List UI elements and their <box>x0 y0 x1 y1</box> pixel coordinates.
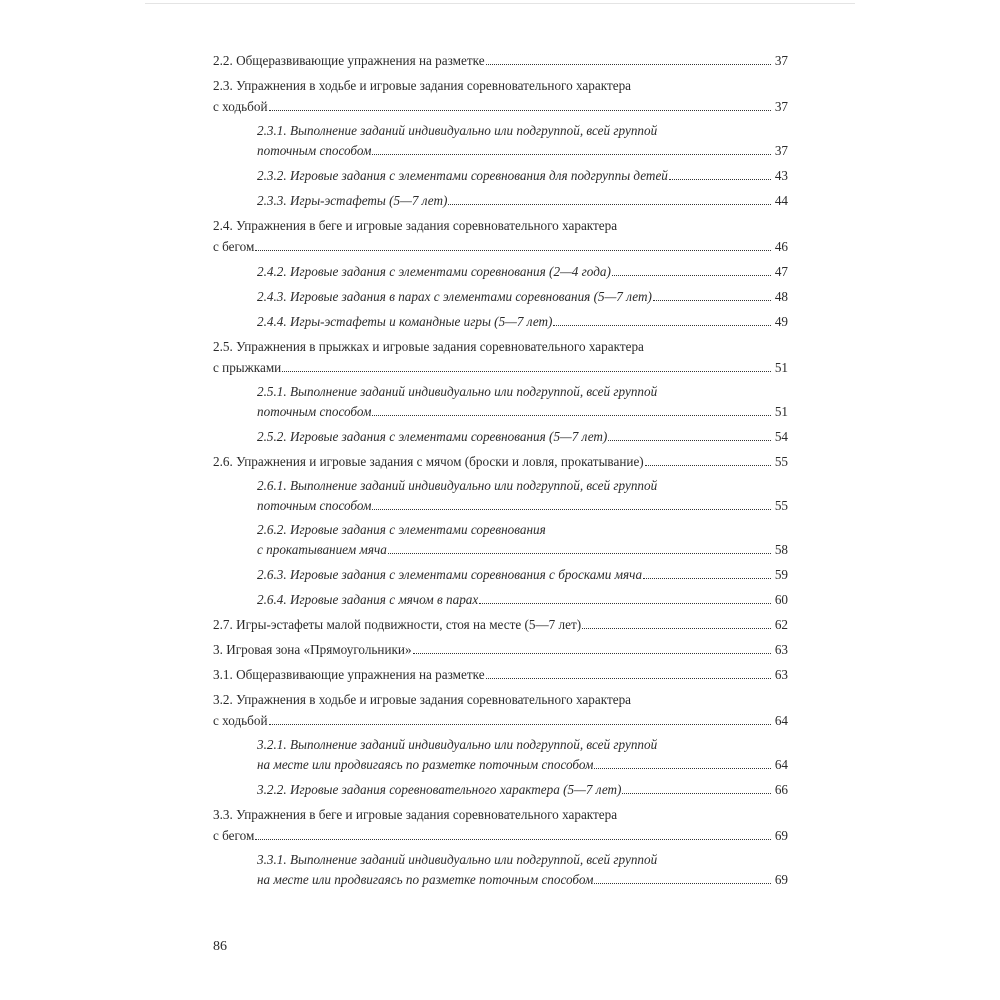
toc-entry-title: с бегом <box>213 239 255 254</box>
toc-page-number: 51 <box>774 404 788 419</box>
toc-entry-last-line <box>213 664 788 685</box>
toc-entry-line <box>213 215 788 236</box>
toc-entry-last-line <box>257 165 788 186</box>
toc-entry-title: с прыжками <box>213 360 282 375</box>
toc-page-number: 44 <box>774 193 788 208</box>
toc-entry-title: 2.6.3. Игровые задания с элементами соревнования с бросками мяча <box>257 567 643 582</box>
toc-leader-dots <box>653 299 771 301</box>
toc-section-entry[interactable] <box>213 336 788 378</box>
toc-page-number: 37 <box>774 99 788 114</box>
toc-entry-title: 2.5.2. Игровые задания с элементами соревнования (5—7 лет) <box>257 429 608 444</box>
toc-entry-title: поточным способом <box>257 143 372 158</box>
toc-leader-dots <box>669 178 771 180</box>
toc-subsection-entry[interactable] <box>213 589 788 610</box>
toc-entry-last-line <box>257 589 788 610</box>
toc-page-number: 69 <box>774 828 788 843</box>
toc-leader-dots <box>269 109 771 111</box>
toc-entry-title: 3. Игровая зона «Прямоугольники» <box>213 642 412 657</box>
toc-leader-dots <box>372 153 771 155</box>
toc-leader-dots <box>282 370 771 372</box>
toc-leader-dots <box>388 552 771 554</box>
toc-entry-last-line <box>213 50 788 71</box>
toc-page-number: 69 <box>774 872 788 887</box>
toc-entry-title: 3.2.1. Выполнение заданий индивидуально или подгруппой, всей группой <box>257 737 658 752</box>
toc-page-number: 54 <box>774 429 788 444</box>
toc-entry-title: с прокатыванием мяча <box>257 542 387 557</box>
toc-page-number: 49 <box>774 314 788 329</box>
toc-entry-last-line <box>257 426 788 447</box>
toc-entry-title: на месте или продвигаясь по разметке поточным способом <box>257 872 594 887</box>
toc-entry-title: 2.6.4. Игровые задания с мячом в парах <box>257 592 479 607</box>
toc-entry-last-line <box>213 614 788 635</box>
toc-entry-last-line <box>257 190 788 211</box>
toc-page-number: 62 <box>774 617 788 632</box>
toc-page-number: 64 <box>774 757 788 772</box>
toc-page-number: 59 <box>774 567 788 582</box>
toc-page-number: 46 <box>774 239 788 254</box>
toc-entry-last-line <box>213 236 788 257</box>
toc-entry-title: 2.6.2. Игровые задания с элементами соревнования <box>257 522 546 537</box>
toc-entry-line <box>213 75 788 96</box>
toc-entry-title: 3.3.1. Выполнение заданий индивидуально или подгруппой, всей группой <box>257 852 658 867</box>
toc-subsection-entry[interactable] <box>213 261 788 282</box>
toc-page-number: 55 <box>774 454 788 469</box>
toc-entry-title: 3.1. Общеразвивающие упражнения на разметке <box>213 667 485 682</box>
toc-section-entry[interactable] <box>213 215 788 257</box>
toc-leader-dots <box>594 882 771 884</box>
toc-entry-line <box>257 520 788 540</box>
toc-subsection-entry[interactable] <box>213 121 788 161</box>
toc-subsection-entry[interactable] <box>213 311 788 332</box>
toc-entry-title: 3.3. Упражнения в беге и игровые задания соревновательного характера <box>213 807 618 822</box>
toc-page-number: 63 <box>774 642 788 657</box>
toc-page-number: 47 <box>774 264 788 279</box>
toc-entry-last-line <box>257 755 788 775</box>
toc-entry-title: 2.3.3. Игры-эстафеты (5—7 лет) <box>257 193 448 208</box>
toc-section-entry[interactable] <box>213 451 788 472</box>
toc-entry-title: 2.4. Упражнения в беге и игровые задания соревновательного характера <box>213 218 618 233</box>
toc-page-number: 63 <box>774 667 788 682</box>
toc-leader-dots <box>269 723 771 725</box>
toc-leader-dots <box>582 627 771 629</box>
toc-leader-dots <box>553 324 771 326</box>
toc-subsection-entry[interactable] <box>213 564 788 585</box>
toc-entry-title: 2.4.3. Игровые задания в парах с элементами соревнования (5—7 лет) <box>257 289 652 304</box>
toc-entry-last-line <box>213 825 788 846</box>
toc-entry-last-line <box>213 357 788 378</box>
toc-entry-title: на месте или продвигаясь по разметке поточным способом <box>257 757 594 772</box>
toc-page-number: 60 <box>774 592 788 607</box>
toc-entry-last-line <box>257 261 788 282</box>
toc-leader-dots <box>612 274 771 276</box>
toc-page-number: 66 <box>774 782 788 797</box>
toc-entry-line <box>257 850 788 870</box>
toc-page-number: 55 <box>774 498 788 513</box>
toc-subsection-entry[interactable] <box>213 286 788 307</box>
toc-entry-last-line <box>257 496 788 516</box>
toc-subsection-entry[interactable] <box>213 735 788 775</box>
toc-entry-title: 3.2. Упражнения в ходьбе и игровые задания соревновательного характера <box>213 692 632 707</box>
toc-entry-title: 2.7. Игры-эстафеты малой подвижности, стоя на месте (5—7 лет) <box>213 617 582 632</box>
toc-entry-last-line <box>213 451 788 472</box>
toc-entry-line <box>213 689 788 710</box>
page-number: 86 <box>213 939 227 954</box>
toc-subsection-entry[interactable] <box>213 850 788 890</box>
toc-leader-dots <box>608 439 771 441</box>
toc-section-entry[interactable] <box>213 75 788 117</box>
toc-entry-title: 2.3.2. Игровые задания с элементами соревнования для подгруппы детей <box>257 168 668 183</box>
toc-entry-last-line <box>257 540 788 560</box>
toc-entry-title: 2.6.1. Выполнение заданий индивидуально или подгруппой, всей группой <box>257 478 658 493</box>
toc-entry-last-line <box>257 141 788 161</box>
table-of-contents <box>213 50 788 894</box>
toc-entry-last-line <box>257 870 788 890</box>
toc-leader-dots <box>486 63 771 65</box>
toc-subsection-entry[interactable] <box>213 426 788 447</box>
toc-entry-title: с ходьбой <box>213 99 268 114</box>
toc-leader-dots <box>645 464 771 466</box>
toc-leader-dots <box>255 249 771 251</box>
toc-section-entry[interactable] <box>213 639 788 660</box>
toc-entry-last-line <box>257 402 788 422</box>
toc-section-entry[interactable] <box>213 664 788 685</box>
toc-subsection-entry[interactable] <box>213 520 788 560</box>
toc-section-entry[interactable] <box>213 614 788 635</box>
toc-leader-dots <box>479 602 771 604</box>
toc-section-entry[interactable] <box>213 689 788 731</box>
toc-page-number: 64 <box>774 713 788 728</box>
toc-section-entry[interactable] <box>213 804 788 846</box>
toc-entry-title: 2.3. Упражнения в ходьбе и игровые задания соревновательного характера <box>213 78 632 93</box>
toc-entry-last-line <box>213 96 788 117</box>
toc-entry-line <box>213 804 788 825</box>
toc-entry-title: с ходьбой <box>213 713 268 728</box>
toc-subsection-entry[interactable] <box>213 382 788 422</box>
toc-subsection-entry[interactable] <box>213 779 788 800</box>
toc-entry-title: поточным способом <box>257 404 372 419</box>
toc-entry-title: 2.5.1. Выполнение заданий индивидуально или подгруппой, всей группой <box>257 384 658 399</box>
toc-page-number: 43 <box>774 168 788 183</box>
toc-entry-title: с бегом <box>213 828 255 843</box>
toc-entry-title: 3.2.2. Игровые задания соревновательного характера (5—7 лет) <box>257 782 622 797</box>
toc-entry-last-line <box>257 779 788 800</box>
toc-entry-line <box>257 382 788 402</box>
toc-entry-title: 2.4.2. Игровые задания с элементами соревнования (2—4 года) <box>257 264 611 279</box>
toc-leader-dots <box>372 508 771 510</box>
toc-entry-title: 2.6. Упражнения и игровые задания с мячом (броски и ловля, прокатывание) <box>213 454 644 469</box>
toc-entry-last-line <box>257 311 788 332</box>
toc-leader-dots <box>448 203 771 205</box>
toc-leader-dots <box>255 838 771 840</box>
page-top-edge <box>145 3 855 4</box>
toc-page-number: 37 <box>774 53 788 68</box>
toc-entry-title: поточным способом <box>257 498 372 513</box>
toc-leader-dots <box>622 792 771 794</box>
toc-entry-title: 2.4.4. Игры-эстафеты и командные игры (5—7 лет) <box>257 314 553 329</box>
toc-entry-line <box>213 336 788 357</box>
toc-leader-dots <box>643 577 771 579</box>
toc-entry-last-line <box>213 639 788 660</box>
toc-entry-line <box>257 735 788 755</box>
toc-subsection-entry[interactable] <box>213 165 788 186</box>
toc-entry-line <box>257 121 788 141</box>
toc-page-number: 58 <box>774 542 788 557</box>
toc-entry-title: 2.2. Общеразвивающие упражнения на разметке <box>213 53 485 68</box>
toc-leader-dots <box>594 767 771 769</box>
toc-leader-dots <box>413 652 771 654</box>
toc-leader-dots <box>486 677 771 679</box>
toc-entry-last-line <box>213 710 788 731</box>
toc-entry-title: 2.5. Упражнения в прыжках и игровые задания соревновательного характера <box>213 339 644 354</box>
toc-page-number: 48 <box>774 289 788 304</box>
toc-leader-dots <box>372 414 771 416</box>
toc-entry-last-line <box>257 564 788 585</box>
toc-section-entry[interactable] <box>213 50 788 71</box>
toc-subsection-entry[interactable] <box>213 476 788 516</box>
toc-page-number: 37 <box>774 143 788 158</box>
toc-page-number: 51 <box>774 360 788 375</box>
toc-subsection-entry[interactable] <box>213 190 788 211</box>
toc-entry-last-line <box>257 286 788 307</box>
toc-entry-line <box>257 476 788 496</box>
toc-entry-title: 2.3.1. Выполнение заданий индивидуально или подгруппой, всей группой <box>257 123 658 138</box>
